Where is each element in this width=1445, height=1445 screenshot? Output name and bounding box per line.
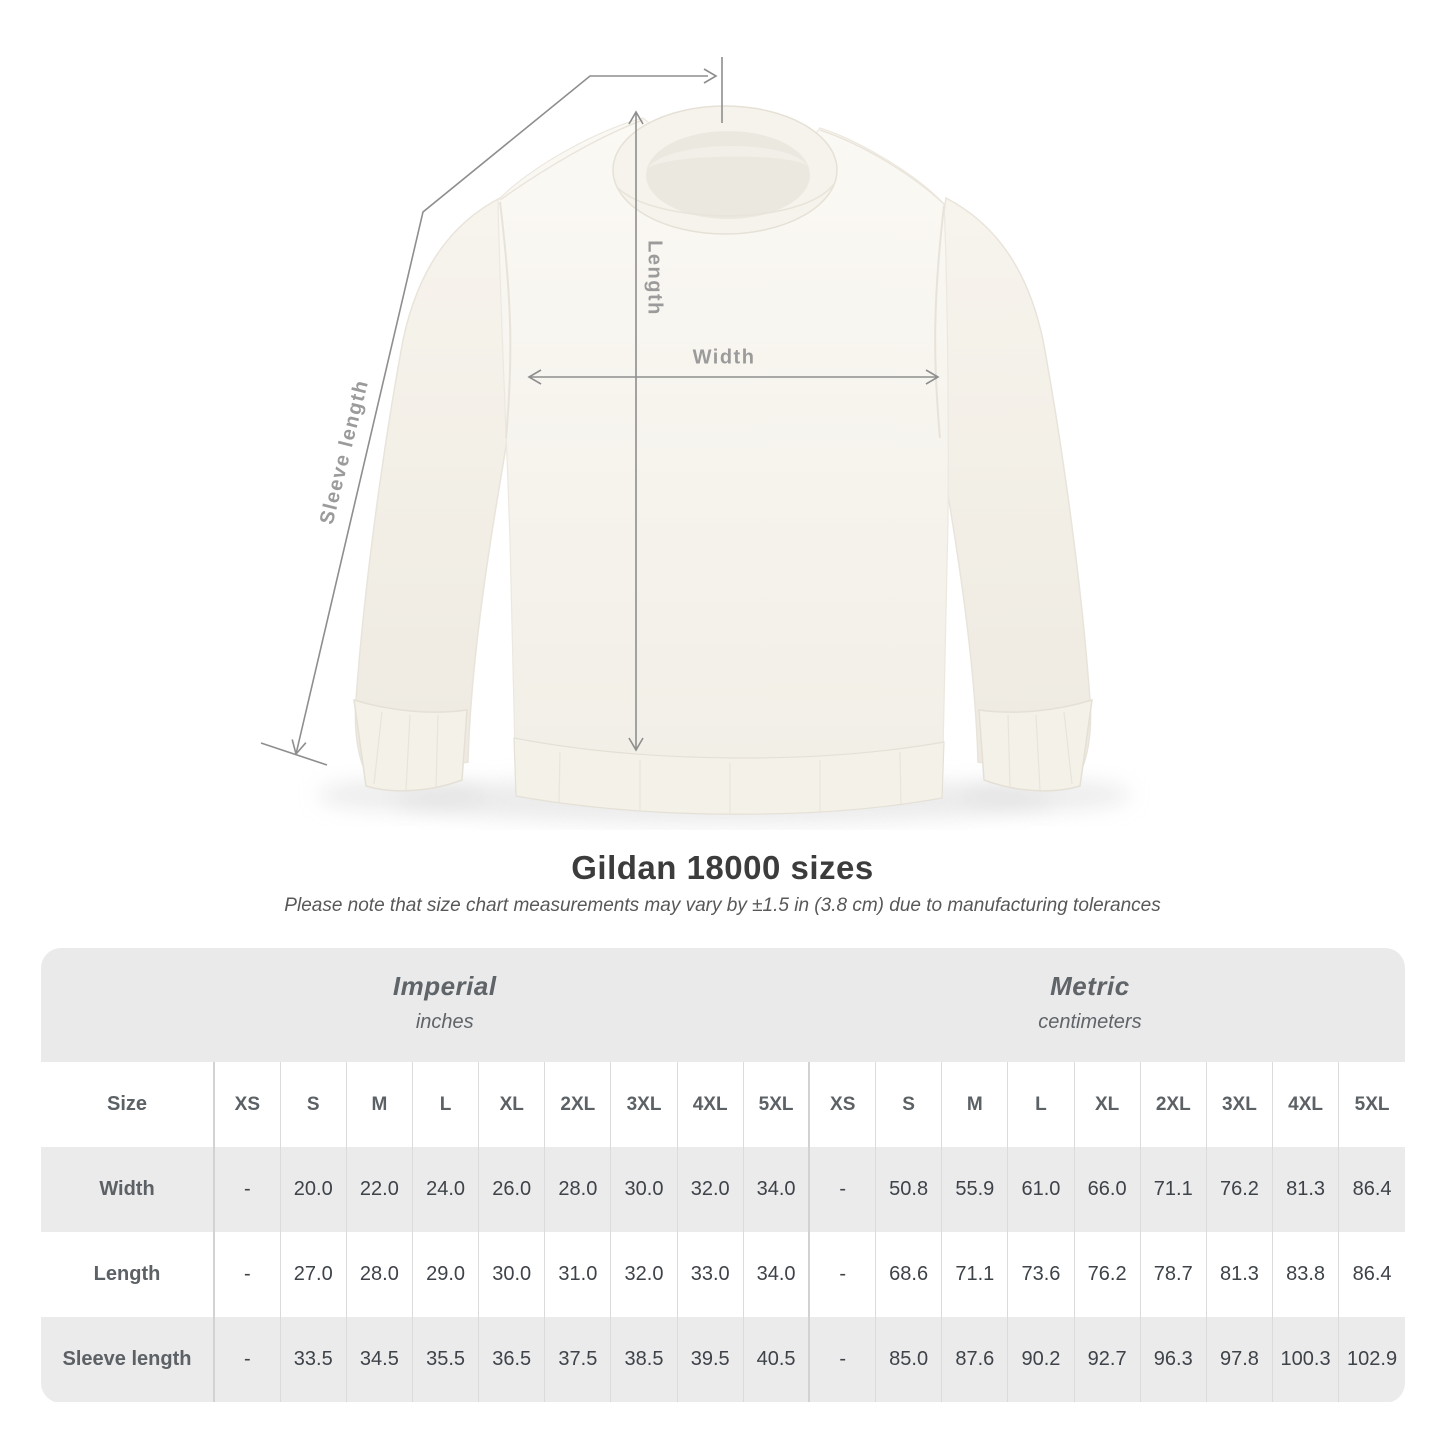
sleeve-length-row: [41, 1317, 1405, 1402]
size-col-header: 4XL: [677, 1062, 743, 1147]
size-cell: 76.2: [1206, 1147, 1272, 1232]
size-col-header: 2XL: [545, 1062, 611, 1147]
size-cell: 87.6: [942, 1317, 1008, 1402]
size-cell: 78.7: [1140, 1232, 1206, 1317]
row-label: Sleeve length: [62, 1348, 192, 1370]
size-col-header: XL: [1074, 1062, 1140, 1147]
size-cell: 97.8: [1206, 1317, 1272, 1402]
size-col-header: XL: [479, 1062, 545, 1147]
size-cell: 81.3: [1206, 1232, 1272, 1317]
size-cell: 24.0: [412, 1147, 478, 1232]
size-col-header: L: [412, 1062, 478, 1147]
size-cell: 81.3: [1273, 1147, 1339, 1232]
size-cell: 34.5: [346, 1317, 412, 1402]
metric-group-title: Metric: [1050, 970, 1130, 1001]
size-cell: 34.0: [743, 1147, 809, 1232]
size-cell: 26.0: [479, 1147, 545, 1232]
size-cell: 55.9: [942, 1147, 1008, 1232]
size-cell: 37.5: [545, 1317, 611, 1402]
size-cell: 100.3: [1273, 1317, 1339, 1402]
size-cell: -: [809, 1317, 875, 1402]
size-cell: 38.5: [611, 1317, 677, 1402]
size-cell: 22.0: [346, 1147, 412, 1232]
size-col-header: 5XL: [1339, 1062, 1405, 1147]
size-col-header: S: [876, 1062, 942, 1147]
size-cell: 86.4: [1339, 1232, 1405, 1317]
imperial-group-title: Imperial: [392, 970, 497, 1001]
size-col-header: S: [280, 1062, 346, 1147]
size-cell: -: [809, 1232, 875, 1317]
size-table-card: [41, 948, 1405, 1403]
size-cell: 50.8: [876, 1147, 942, 1232]
size-corner-label: Size: [106, 1093, 148, 1115]
size-cell: -: [214, 1317, 280, 1402]
length-row: [41, 1232, 1405, 1317]
size-cell: 32.0: [611, 1232, 677, 1317]
sleeve-length-measure-label: Sleeve length: [315, 377, 374, 527]
size-cell: 96.3: [1140, 1317, 1206, 1402]
size-cell: 29.0: [412, 1232, 478, 1317]
size-col-header: 3XL: [611, 1062, 677, 1147]
imperial-group-header: [393, 971, 497, 1034]
size-cell: 66.0: [1074, 1147, 1140, 1232]
size-cell: 33.5: [280, 1317, 346, 1402]
size-col-header: M: [942, 1062, 1008, 1147]
size-cell: 85.0: [876, 1317, 942, 1402]
size-cell: 92.7: [1074, 1317, 1140, 1402]
size-col-header: 4XL: [1273, 1062, 1339, 1147]
unit-band: [41, 948, 1405, 1062]
tolerance-note: Please note that size chart measurements may vary by ±1.5 in (3.8 cm) due to manufacturing tolerances: [284, 895, 1161, 916]
size-cell: 34.0: [743, 1232, 809, 1317]
size-col-header: XS: [214, 1062, 280, 1147]
size-cell: 76.2: [1074, 1232, 1140, 1317]
size-cell: -: [214, 1232, 280, 1317]
size-col-header: M: [346, 1062, 412, 1147]
size-col-header: XS: [809, 1062, 875, 1147]
size-cell: 73.6: [1008, 1232, 1074, 1317]
size-cell: 86.4: [1339, 1147, 1405, 1232]
size-cell: 35.5: [412, 1317, 478, 1402]
size-cell: 102.9: [1339, 1317, 1405, 1402]
size-cell: 32.0: [677, 1147, 743, 1232]
size-cell: 36.5: [479, 1317, 545, 1402]
size-cell: 28.0: [545, 1147, 611, 1232]
length-measure-label: Length: [643, 240, 666, 316]
size-cell: 83.8: [1273, 1232, 1339, 1317]
size-col-header: L: [1008, 1062, 1074, 1147]
size-col-header: 5XL: [743, 1062, 809, 1147]
size-header-row: [41, 1062, 1405, 1147]
size-cell: 27.0: [280, 1232, 346, 1317]
size-cell: 31.0: [545, 1232, 611, 1317]
size-cell: 61.0: [1008, 1147, 1074, 1232]
size-cell: 39.5: [677, 1317, 743, 1402]
size-cell: 40.5: [743, 1317, 809, 1402]
size-cell: 68.6: [876, 1232, 942, 1317]
size-col-header: 3XL: [1206, 1062, 1272, 1147]
sweatshirt-collar: [613, 106, 837, 234]
row-label: Width: [99, 1178, 155, 1200]
width-row: [41, 1147, 1405, 1232]
size-cell: 33.0: [677, 1232, 743, 1317]
size-col-header: 2XL: [1140, 1062, 1206, 1147]
width-measure-label: Width: [692, 346, 756, 369]
metric-group-unit: centimeters: [1038, 1010, 1142, 1033]
size-cell: 28.0: [346, 1232, 412, 1317]
page-title: Gildan 18000 sizes: [571, 849, 874, 886]
size-cell: 20.0: [280, 1147, 346, 1232]
metric-group-header: [1038, 971, 1141, 1034]
row-label: Length: [93, 1263, 161, 1285]
size-cell: 30.0: [479, 1232, 545, 1317]
size-cell: -: [809, 1147, 875, 1232]
imperial-group-unit: inches: [415, 1010, 474, 1033]
size-table: [41, 1062, 1405, 1402]
size-cell: 30.0: [611, 1147, 677, 1232]
size-cell: 71.1: [942, 1232, 1008, 1317]
size-cell: 71.1: [1140, 1147, 1206, 1232]
size-cell: 90.2: [1008, 1317, 1074, 1402]
size-cell: -: [214, 1147, 280, 1232]
